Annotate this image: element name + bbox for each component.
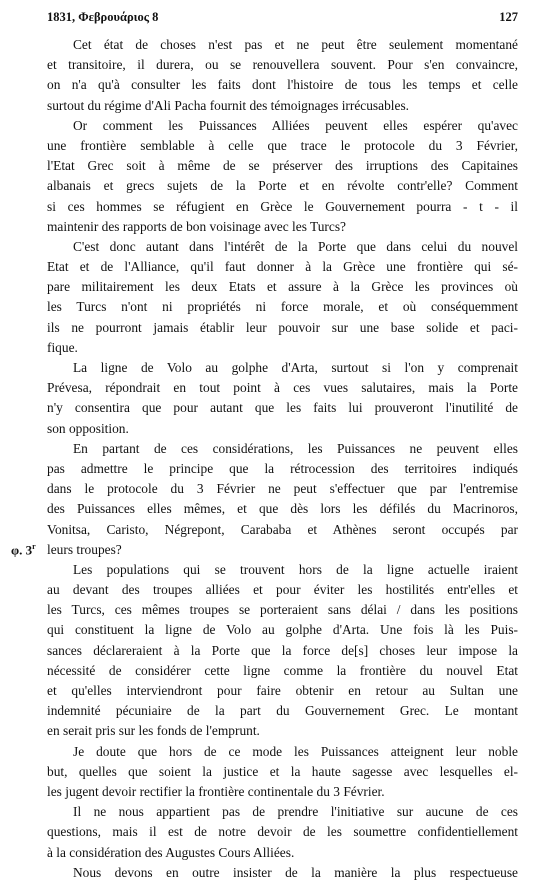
header-date: 1831, Φεβρουάριος 8 (47, 10, 159, 24)
body-text (47, 35, 518, 883)
text-line: dans le protocole du 3 Février ne peut s'effectuer que par l'entremise (47, 481, 518, 497)
text-line: Il ne nous appartient pas de prendre l'initiative sur aucune de ces (73, 804, 518, 820)
text-line: Etat et de l'Alliance, qu'il faut donner à la Grèce une frontière qui sé- (47, 259, 518, 275)
folio-side: r (32, 542, 36, 551)
text-line: maintenir des rapports de bon voisinage avec les Turcs? (47, 218, 346, 234)
text-line: La ligne de Volo au golphe d'Arta, surtout si l'on y comprenait (73, 360, 518, 375)
text-line: pare militairement les deux Etats et assure à la Grèce les provinces où (47, 279, 518, 295)
folio-marginal-note (11, 542, 36, 558)
text-line: qui constituent la ligne de Volo au golphe d'Arta. Une fois là les Puis- (47, 622, 518, 638)
text-line: albanais et grecs sujets de la Porte et en révolte contr'elle? Comment (47, 178, 518, 194)
text-line: leurs troupes? (47, 541, 122, 557)
text-line: Vonitsa, Caristo, Négrepont, Carababa et Athènes seront occupés par (47, 521, 518, 537)
text-line: et qu'elles interviendront pour faire obtenir en retour au Sultan une (47, 683, 518, 698)
text-line: ils ne pourront jamais établir leur pouvoir sur une base solide et paci- (47, 319, 518, 335)
text-line: C'est donc autant dans l'intérêt de la Porte que dans celui du nouvel (73, 238, 518, 254)
text-line: les Turcs, ces mêmes troupes se porteraient sans délai / dans les positions (47, 602, 518, 618)
page-header (47, 10, 518, 26)
text-line: on n'a qu'à consulter les faits dont l'histoire de tous les temps et celle (47, 77, 518, 93)
text-line: Or comment les Puissances Alliées peuvent elles espérer qu'avec (73, 117, 518, 133)
text-line: l'Etat Grec soit à même de se préserver des irruptions des Capitaines (47, 158, 518, 174)
text-line: surtout du régime d'Ali Pacha fournit des témoignages irrécusables. (47, 97, 410, 113)
text-line: pas admettre le principe que la rétrocession des territoires indiqués (47, 460, 518, 476)
folio-number: φ. 3 (11, 542, 33, 558)
text-line: sances déclareraient à la Porte que la force de[s] choses leur impose la (47, 642, 518, 658)
text-line: et transitoire, il durera, ou se renouvellera souvent. Pour s'en convaincre, (47, 57, 518, 73)
text-line: les Turcs n'ont ni propriétés ni force morale, et où conséquemment (47, 299, 518, 315)
text-line: si ces hommes se réfugient en Grèce le Gouvernement pourra - t - il (47, 198, 518, 214)
text-line: son opposition. (47, 420, 129, 436)
text-line: des Puissances elles mêmes, et que dès lors les défilés du Macrinoros, (47, 501, 518, 517)
text-line: à la considération des Augustes Cours Alliées. (47, 844, 295, 860)
text-line: n'y consentira que pour autant que les faits lui prouveront l'inutilité de (47, 400, 518, 416)
text-line: Cet état de choses n'est pas et ne peut être seulement momentané (73, 37, 518, 52)
page-number: 127 (499, 10, 518, 24)
text-line: les jugent devoir rectifier la frontière continentale du 3 Février. (47, 783, 385, 799)
text-line: Je doute que hors de ce mode les Puissances atteignent leur noble (73, 743, 518, 759)
text-line: Nous devons en outre insister de la manière la plus respectueuse (73, 864, 518, 880)
text-line: une frontière semblable à celle que trace le protocole du 3 Février, (47, 137, 518, 153)
text-line: fique. (47, 339, 78, 355)
text-line: en serait pris sur les fonds de l'emprunt. (47, 723, 260, 739)
text-line: Prévesa, répondrait en tout point à ces vues salutaires, mais la Porte (47, 380, 518, 396)
text-line: questions, mais il est de notre devoir de les soumettre confidentiellement (47, 824, 518, 840)
text-line: nécessité de considérer cette ligne comme la frontière du nouvel Etat (47, 662, 518, 678)
text-line: En partant de ces considérations, les Puissances ne peuvent elles (73, 440, 518, 456)
text-line: Les populations qui se trouvent hors de la ligne actuelle iraient (73, 561, 518, 577)
text-line: but, quelles que soient la justice et la haute sagesse avec lesquelles el- (47, 763, 518, 779)
text-line: indemnité pécuniaire de la part du Gouvernement Grec. Le montant (47, 703, 518, 719)
text-line: au devant des troupes alliées et pour éviter les hostilités entr'elles et (47, 582, 518, 598)
